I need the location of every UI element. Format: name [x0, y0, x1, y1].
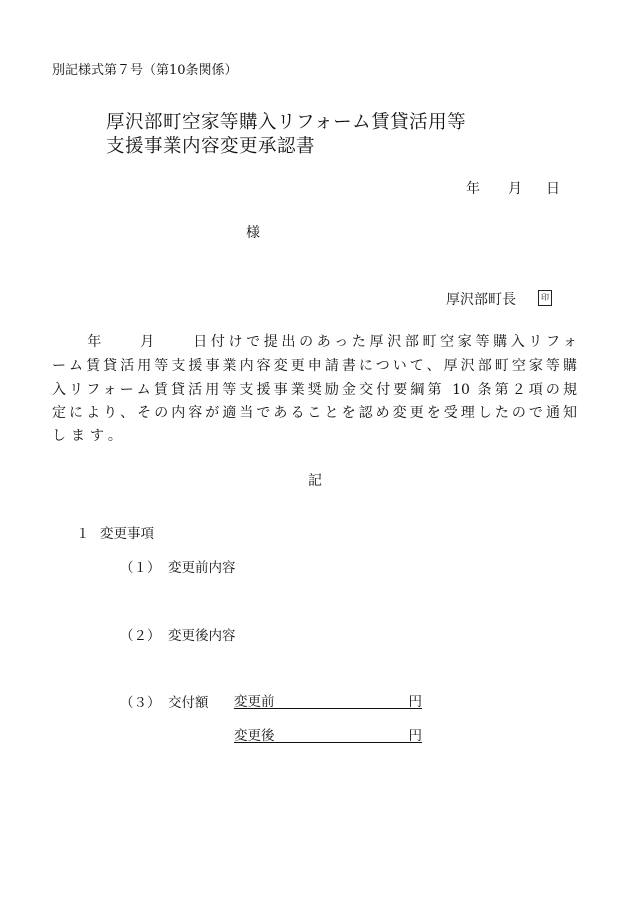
document-title-line2: 支援事業内容変更承認書 — [106, 136, 316, 157]
ki-heading: 記 — [308, 473, 322, 489]
section-label: 変更事項 — [100, 526, 154, 542]
amount-after-unit: 円 — [408, 728, 422, 744]
issuer-name: 厚沢部町長 — [446, 292, 516, 308]
amount-before-label: 変更前 — [234, 694, 275, 710]
form-number: 別記様式第７号（第10条関係） — [52, 63, 238, 78]
sub3-label: 交付額 — [168, 695, 209, 711]
addressee-honorific: 様 — [246, 225, 260, 241]
date-year: 年 — [466, 181, 480, 197]
amount-after-field — [234, 724, 422, 743]
sub3-number: （３） — [120, 695, 161, 711]
amount-before-field — [234, 690, 422, 709]
seal-mark: 印 — [538, 290, 552, 306]
date-day: 日 — [546, 181, 560, 197]
section-number: １ — [76, 526, 90, 542]
sub1-number: （１） — [120, 560, 161, 576]
document-title-line1: 厚沢部町空家等購入リフォーム賃貸活用等 — [106, 112, 467, 133]
body-line-5: します。 — [52, 428, 127, 444]
sub1-label: 変更前内容 — [168, 560, 236, 576]
date-month: 月 — [508, 181, 522, 197]
body-line-3: 入リフォーム賃貸活用等支援事業奨励金交付要綱第 10 条第２項の規 — [52, 382, 577, 398]
sub2-number: （２） — [120, 628, 161, 644]
body-line-1: 年 月 日付けで提出のあった厚沢部町空家等購入リフォ — [52, 334, 577, 350]
body-line-4: 定により、その内容が適当であることを認め変更を受理したので通知 — [52, 405, 577, 421]
amount-before-unit: 円 — [408, 694, 422, 710]
sub2-label: 変更後内容 — [168, 628, 236, 644]
amount-after-label: 変更後 — [234, 728, 275, 744]
body-line-2: ーム賃貸活用等支援事業内容変更申請書について、厚沢部町空家等購 — [52, 358, 577, 374]
